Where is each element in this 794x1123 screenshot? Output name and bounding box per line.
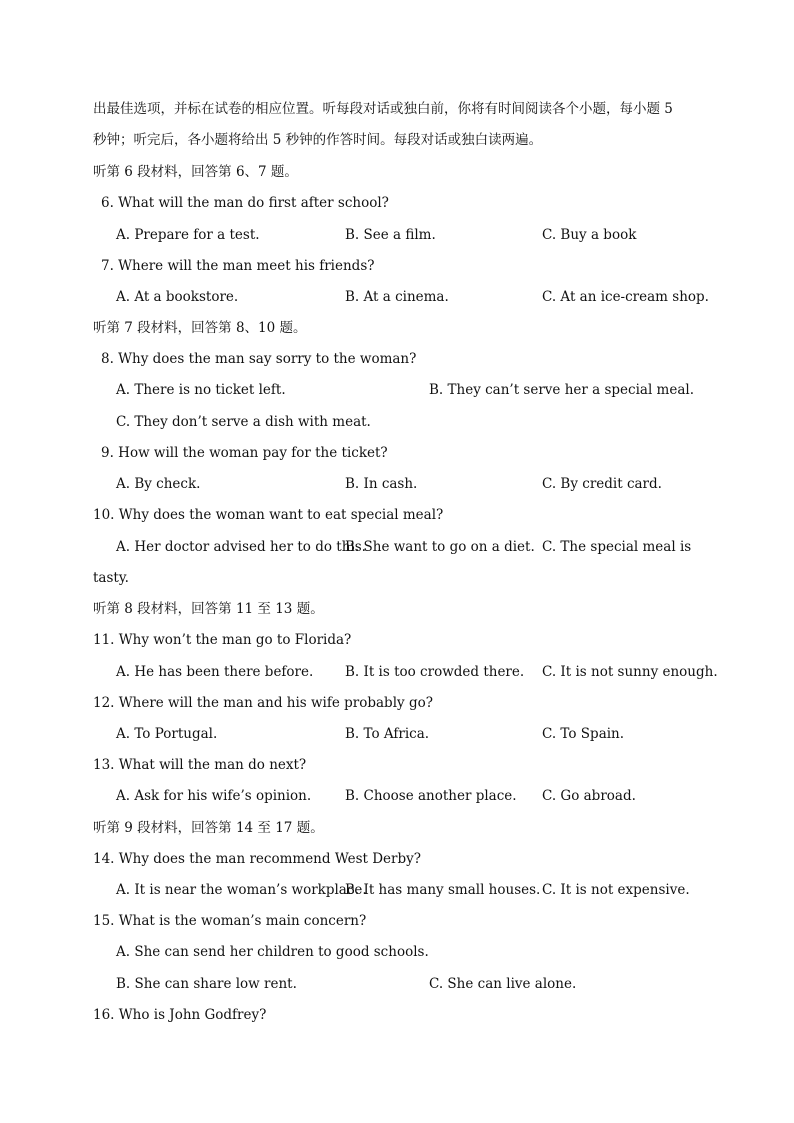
question-14-stem: 14. Why does the man recommend West Derby? — [93, 851, 421, 867]
section-heading-8: 听第 8 段材料，回答第 11 至 13 题。 — [93, 601, 324, 617]
question-9-option-c: C. By credit card. — [542, 476, 662, 492]
question-8-option-a: A. There is no ticket left. — [116, 382, 286, 398]
question-10-option-c-continued: tasty. — [93, 570, 129, 586]
question-13-stem: 13. What will the man do next? — [93, 757, 307, 773]
section-heading-9: 听第 9 段材料，回答第 14 至 17 题。 — [93, 820, 324, 836]
question-7-option-c: C. At an ice-cream shop. — [542, 289, 709, 305]
question-12-option-a: A. To Portugal. — [116, 726, 218, 742]
question-10-option-c: C. The special meal is — [542, 539, 692, 555]
question-10-option-a: A. Her doctor advised her to do this. — [116, 539, 366, 555]
question-15-option-a: A. She can send her children to good schools. — [116, 944, 429, 960]
question-6-option-b: B. See a film. — [345, 227, 436, 243]
question-15-option-c: C. She can live alone. — [429, 976, 577, 992]
question-6-option-c: C. Buy a book — [542, 227, 637, 243]
question-8-option-b: B. They can’t serve her a special meal. — [429, 382, 695, 398]
question-8-stem: 8. Why does the man say sorry to the woman? — [101, 351, 417, 367]
question-9-stem: 9. How will the woman pay for the ticket? — [101, 445, 388, 461]
question-11-option-a: A. He has been there before. — [116, 664, 314, 680]
question-14-option-a: A. It is near the woman’s workplace. — [116, 882, 367, 898]
question-9-option-b: B. In cash. — [345, 476, 418, 492]
question-13-option-c: C. Go abroad. — [542, 788, 636, 804]
question-6-stem: 6. What will the man do first after school? — [101, 195, 389, 211]
section-heading-7: 听第 7 段材料，回答第 8、10 题。 — [93, 320, 307, 336]
question-14-option-c: C. It is not expensive. — [542, 882, 690, 898]
question-16-stem: 16. Who is John Godfrey? — [93, 1007, 267, 1023]
instruction-line-2: 秒钟；听完后，各小题将给出 5 秒钟的作答时间。每段对话或独白读两遍。 — [93, 132, 543, 148]
question-11-option-b: B. It is too crowded there. — [345, 664, 525, 680]
question-7-stem: 7. Where will the man meet his friends? — [101, 258, 375, 274]
question-7-option-b: B. At a cinema. — [345, 289, 449, 305]
section-heading-6: 听第 6 段材料，回答第 6、7 题。 — [93, 164, 298, 180]
question-15-stem: 15. What is the woman’s main concern? — [93, 913, 367, 929]
question-12-stem: 12. Where will the man and his wife probably go? — [93, 695, 433, 711]
question-15-option-b: B. She can share low rent. — [116, 976, 297, 992]
question-10-option-b: B. She want to go on a diet. — [345, 539, 535, 555]
question-13-option-b: B. Choose another place. — [345, 788, 517, 804]
question-11-option-c: C. It is not sunny enough. — [542, 664, 718, 680]
question-8-option-c: C. They don’t serve a dish with meat. — [116, 414, 371, 430]
question-6-option-a: A. Prepare for a test. — [116, 227, 260, 243]
instruction-line-1: 出最佳选项，并标在试卷的相应位置。听每段对话或独白前，你将有时间阅读各个小题，每小题 5 — [93, 101, 673, 117]
question-7-option-a: A. At a bookstore. — [116, 289, 239, 305]
question-9-option-a: A. By check. — [116, 476, 201, 492]
question-14-option-b: B. It has many small houses. — [345, 882, 541, 898]
question-12-option-c: C. To Spain. — [542, 726, 625, 742]
question-13-option-a: A. Ask for his wife’s opinion. — [116, 788, 312, 804]
question-12-option-b: B. To Africa. — [345, 726, 430, 742]
question-11-stem: 11. Why won’t the man go to Florida? — [93, 632, 352, 648]
question-10-stem: 10. Why does the woman want to eat special meal? — [93, 507, 444, 523]
